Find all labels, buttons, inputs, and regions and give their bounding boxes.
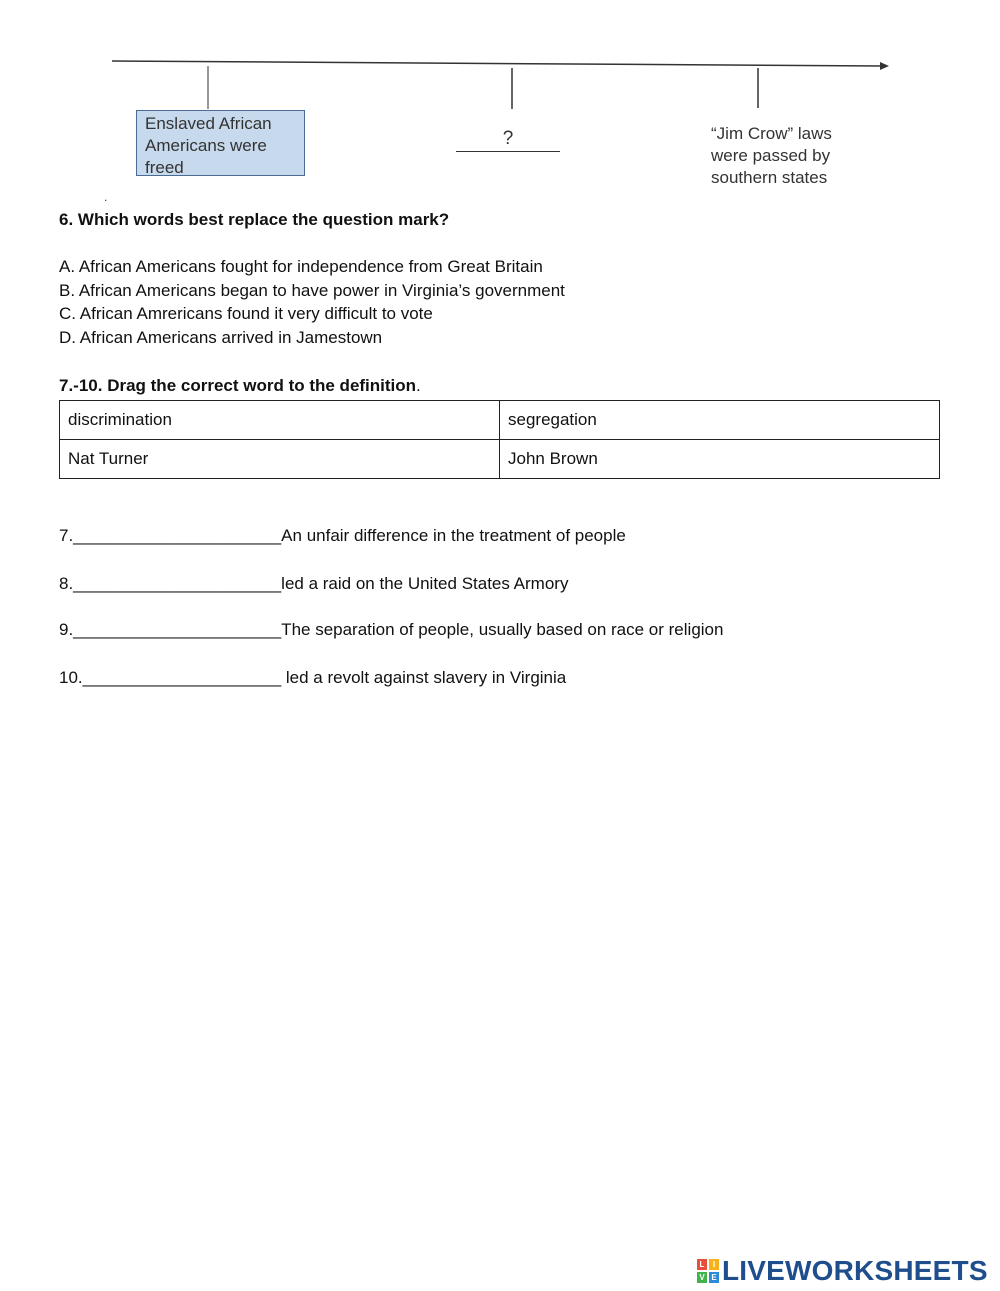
question-6-options (59, 257, 565, 351)
liveworksheets-logo (697, 1256, 988, 1286)
word-bank-row (60, 440, 940, 479)
logo-letter-l: L (697, 1259, 707, 1270)
logo-letter-e: E (709, 1272, 719, 1283)
definition-8[interactable]: 8.______________________led a raid on the United States Armory (59, 574, 569, 593)
word-bank-cell[interactable]: discrimination (60, 401, 500, 440)
option-c: C. African Amrericans found it very difficult to vote (59, 304, 433, 323)
definition-10[interactable]: 10._____________________ led a revolt against slavery in Virginia (59, 668, 567, 687)
word-bank-table (59, 400, 940, 479)
option-b: B. African Americans began to have power in Virginia’s government (59, 280, 565, 300)
timeline-event-middle: ? (502, 128, 514, 149)
word-bank-cell[interactable]: John Brown (500, 440, 940, 479)
timeline-blank-line (456, 151, 560, 152)
word-bank-cell[interactable]: Nat Turner (60, 440, 500, 479)
timeline-axis (112, 61, 882, 66)
timeline-event-right-text: “Jim Crow” laws were passed by southern states (711, 124, 832, 187)
timeline-event-right (711, 123, 851, 189)
word-bank-row (60, 401, 940, 440)
logo-letter-i: I (709, 1259, 719, 1270)
option-a: A. African Americans fought for independence from Great Britain (59, 257, 543, 276)
stray-mark: . (104, 190, 108, 204)
definition-9[interactable]: 9.______________________The separation of people, usually based on race or religion (59, 620, 724, 639)
question-7-10-title-end: . (416, 376, 421, 395)
logo-letter-v: V (697, 1272, 707, 1283)
timeline-arrowhead-icon (880, 62, 889, 70)
definition-7[interactable]: 7.______________________An unfair difference in the treatment of people (59, 526, 626, 545)
question-6-title: 6. Which words best replace the question mark? (59, 210, 450, 229)
question-7-10-title (59, 376, 421, 396)
option-d: D. African Americans arrived in Jamestown (59, 327, 383, 347)
timeline-event-left: Enslaved African Americans were freed (136, 110, 305, 176)
brand-name: LIVEWORKSHEETS (722, 1255, 988, 1286)
word-bank-cell[interactable]: segregation (500, 401, 940, 440)
liveworksheets-mark-icon (697, 1259, 719, 1283)
question-7-10-title-bold: 7.-10. Drag the correct word to the definition (59, 376, 417, 395)
